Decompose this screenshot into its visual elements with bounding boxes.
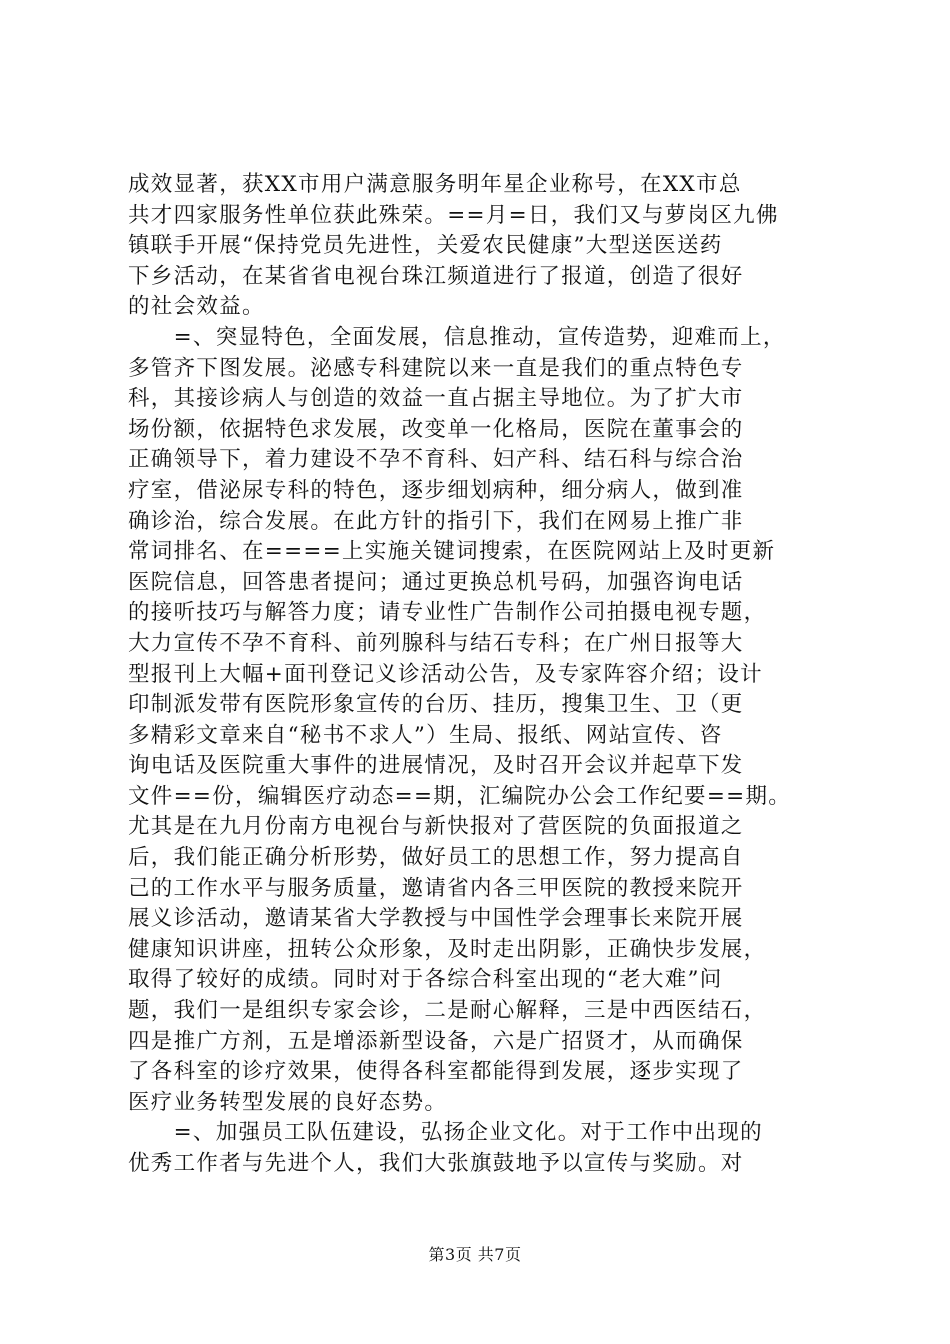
text-line: 共才四家服务性单位获此殊荣。==月=日，我们又与萝岗区九佛 xyxy=(128,202,779,228)
text-line: 多管齐下图发展。泌感专科建院以来一直是我们的重点特色专 xyxy=(128,355,744,381)
text-line: 己的工作水平与服务质量，邀请省内各三甲医院的教授来院开 xyxy=(128,875,744,901)
text-line: =、突显特色，全面发展，信息推动，宣传造势，迎难而上， xyxy=(128,324,786,350)
text-line: 型报刊上大幅+面刊登记义诊活动公告，及专家阵容介绍；设计 xyxy=(128,661,763,687)
text-line: 了各科室的诊疗效果，使得各科室都能得到发展，逐步实现了 xyxy=(128,1059,744,1085)
text-line: 镇联手开展“保持党员先进性，关爱农民健康”大型送医送药 xyxy=(128,233,723,259)
text-line: 文件==份，编辑医疗动态==期，汇编院办公会工作纪要==期。 xyxy=(128,783,792,809)
text-line: 医疗业务转型发展的良好态势。 xyxy=(128,1089,448,1115)
text-line: 多精彩文章来自“秘书不求人”）生局、报纸、网站宣传、咨 xyxy=(128,722,723,748)
text-line: 疗室，借泌尿专科的特色，逐步细划病种，细分病人，做到准 xyxy=(128,477,744,503)
text-line: 四是推广方剂，五是增添新型设备，六是广招贤才，从而确保 xyxy=(128,1028,744,1054)
text-line: 的接听技巧与解答力度；请专业性广告制作公司拍摄电视专题， xyxy=(128,600,767,626)
text-line: =、加强员工队伍建设，弘扬企业文化。对于工作中出现的 xyxy=(128,1120,763,1146)
body-text xyxy=(128,170,830,1180)
text-line: 的社会效益。 xyxy=(128,294,265,320)
text-line: 正确领导下，着力建设不孕不育科、妇产科、结石科与综合治 xyxy=(128,447,744,473)
text-line: 科，其接诊病人与创造的效益一直占据主导地位。为了扩大市 xyxy=(128,386,744,412)
text-line: 成效显著，获XX市用户满意服务明年星企业称号，在XX市总 xyxy=(128,172,742,197)
paragraph xyxy=(128,170,830,323)
text-line: 题，我们一是组织专家会诊，二是耐心解释，三是中西医结石， xyxy=(128,998,767,1024)
text-line: 医院信息，回答患者提问；通过更换总机号码，加强咨询电话 xyxy=(128,569,744,595)
text-line: 大力宣传不孕不育科、前列腺科与结石专科；在广州日报等大 xyxy=(128,630,744,656)
text-line: 印制派发带有医院形象宣传的台历、挂历，搜集卫生、卫（更 xyxy=(128,692,744,718)
text-line: 后，我们能正确分析形势，做好员工的思想工作，努力提高自 xyxy=(128,845,744,871)
text-line: 健康知识讲座，扭转公众形象，及时走出阴影，正确快步发展， xyxy=(128,936,767,962)
text-line: 场份额，依据特色求发展，改变单一化格局，医院在董事会的 xyxy=(128,416,744,442)
page-footer: 第3页 共7页 xyxy=(428,1245,522,1264)
text-line: 优秀工作者与先进个人，我们大张旗鼓地予以宣传与奖励。对 xyxy=(128,1151,744,1176)
text-line: 尤其是在九月份南方电视台与新快报对了营医院的负面报道之 xyxy=(128,814,744,840)
text-line: 常词排名、在====上实施关键词搜索，在医院网站上及时更新 xyxy=(128,539,776,565)
paragraph xyxy=(128,1118,830,1179)
text-line: 确诊治，综合发展。在此方针的指引下，我们在网易上推广非 xyxy=(128,508,744,534)
text-line: 下乡活动，在某省省电视台珠江频道进行了报道，创造了很好 xyxy=(128,263,744,289)
paragraph xyxy=(128,323,830,1118)
text-line: 询电话及医院重大事件的进展情况，及时召开会议并起草下发 xyxy=(128,753,744,779)
text-line: 取得了较好的成绩。同时对于各综合科室出现的“老大难”问 xyxy=(128,967,723,993)
text-line: 展义诊活动，邀请某省大学教授与中国性学会理事长来院开展 xyxy=(128,906,744,932)
